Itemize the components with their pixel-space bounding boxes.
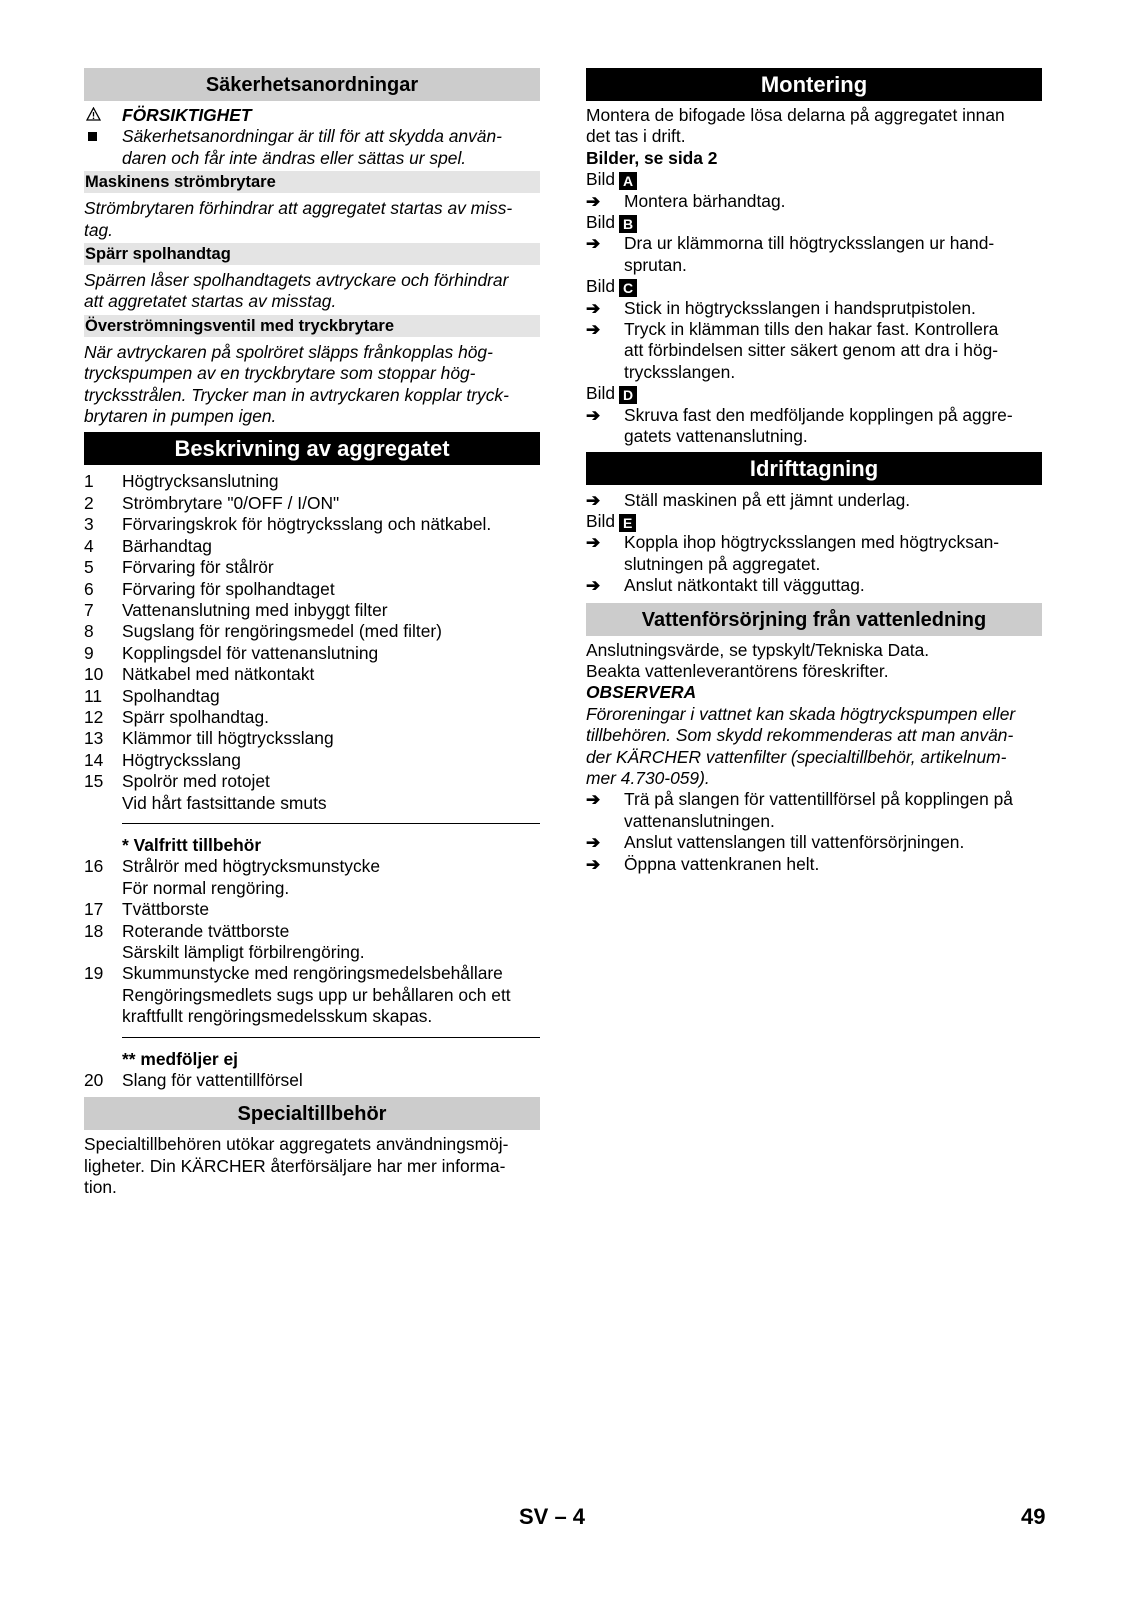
text-line: det tas i drift.: [586, 126, 686, 147]
right-column: [586, 68, 1042, 875]
list-item: 1 Högtrycksanslutning: [84, 471, 279, 492]
list-item: 16 Strålrör med högtrycksmunstycke För normal rengöring.: [84, 856, 381, 898]
list-item: 13 Klämmor till högtrycksslang: [84, 728, 334, 749]
figure-letter-badge: E: [619, 514, 636, 532]
caution-line: Säkerhetsanordningar är till för att skydda använ-: [122, 126, 502, 147]
description-heading: Beskrivning av aggregatet: [84, 432, 540, 465]
figure-letter-badge: D: [619, 386, 637, 404]
list-item: 19 Skummunstycke med rengöringsmedelsbehållare Rengöringsmedlets sugs upp ur behållaren och ett kraftfullt rengöringsmedelsskum skapas.: [84, 963, 511, 1027]
text-line: att aggretatet startas av misstag.: [84, 291, 337, 312]
pictures-reference: Bilder, se sida 2: [586, 147, 718, 168]
figure-ref: Bild C: [586, 276, 1042, 297]
note-line: Föroreningar i vattnet kan skada högtryckspumpen eller: [586, 703, 1016, 724]
list-item: 14 Högtrycksslang: [84, 749, 241, 770]
footer-page-number: 49: [1021, 1504, 1046, 1529]
step-item: ➔ Stick in högtrycksslangen i handsprutpistolen.: [586, 297, 976, 318]
caution-line: daren och får inte ändras eller sättas ur spel.: [122, 147, 467, 168]
text-line: tryckspumpen av en tryckbrytare som stoppar hög-: [84, 363, 476, 384]
water-supply-heading: Vattenförsörjning från vattenledning: [586, 603, 1042, 636]
text-line: Strömbrytaren förhindrar att aggregatet startas av miss-: [84, 198, 513, 219]
list-item: 3 Förvaringskrok för högtrycksslang och nätkabel.: [84, 514, 492, 535]
step-item: ➔ Koppla ihop högtrycksslangen med högtrycksan- slutningen på aggregatet.: [586, 532, 1000, 574]
list-item: 2 Strömbrytare "0/OFF / I/ON": [84, 492, 340, 513]
arrow-right-icon: ➔: [586, 790, 601, 810]
arrow-right-icon: ➔: [586, 191, 601, 211]
note-line: mer 4.730-059).: [586, 767, 710, 788]
text-line: Specialtillbehören utökar aggregatets användningsmöj-: [84, 1134, 509, 1155]
figure-ref: Bild D: [586, 383, 1042, 404]
step-item: ➔ Montera bärhandtag.: [586, 190, 786, 211]
arrow-right-icon: ➔: [586, 298, 601, 318]
text-line: Beakta vattenleverantörens föreskrifter.: [586, 660, 889, 681]
left-column: [84, 68, 540, 1199]
subheading-power-switch: Maskinens strömbrytare: [84, 171, 540, 193]
step-item: ➔ Tryck in klämman tills den hakar fast. Kontrollera att förbindelsen sitter säkert genom att dra i hög- trycksslangen.: [586, 319, 999, 382]
note-line: tillbehören. Som skydd rekommenderas att man använ-: [586, 725, 1014, 746]
list-item: 20 Slang för vattentillförsel: [84, 1070, 303, 1091]
montering-heading: Montering: [586, 68, 1042, 101]
arrow-right-icon: ➔: [586, 533, 601, 553]
step-item: ➔ Anslut vattenslangen till vattenförsörjningen.: [586, 832, 965, 853]
list-item: 10 Nätkabel med nätkontakt: [84, 664, 315, 685]
step-item: ➔ Ställ maskinen på ett jämnt underlag.: [586, 489, 911, 510]
text-line: Montera de bifogade lösa delarna på aggregatet innan: [586, 105, 1005, 125]
text-line: brytaren in pumpen igen.: [84, 406, 277, 427]
caution-label: FÖRSIKTIGHET: [122, 105, 252, 125]
arrow-right-icon: ➔: [586, 405, 601, 425]
step-item: ➔ Anslut nätkontakt till vägguttag.: [586, 575, 865, 596]
list-item: 6 Förvaring för spolhandtaget: [84, 578, 335, 599]
step-item: ➔ Skruva fast den medföljande kopplingen på aggre- gatets vattenanslutning.: [586, 404, 1013, 447]
step-item: ➔ Öppna vattenkranen helt.: [586, 853, 820, 874]
divider: [122, 823, 540, 824]
list-item: 11 Spolhandtag: [84, 685, 220, 706]
figure-ref: Bild B: [586, 212, 1042, 233]
idrifttagning-heading: Idrifttagning: [586, 452, 1042, 485]
subheading-trigger-lock: Spärr spolhandtag: [84, 243, 540, 265]
arrow-right-icon: ➔: [586, 234, 601, 254]
safety-heading: Säkerhetsanordningar: [84, 68, 540, 101]
list-item: 8 Sugslang för rengöringsmedel (med filter): [84, 621, 442, 642]
list-item: 4 Bärhandtag: [84, 535, 212, 556]
figure-letter-badge: C: [619, 279, 637, 297]
arrow-right-icon: ➔: [586, 490, 601, 510]
step-item: ➔ Dra ur klämmorna till högtrycksslangen ur hand- sprutan.: [586, 233, 995, 275]
divider: [122, 1037, 540, 1038]
list-item: 12 Spärr spolhandtag.: [84, 706, 269, 727]
figure-ref: Bild A: [586, 169, 1042, 190]
text-line: När avtryckaren på spolröret släpps frånkopplas hög-: [84, 341, 493, 362]
text-line: trycksstrålen. Trycker man in avtryckaren kopplar tryck-: [84, 384, 509, 405]
figure-letter-badge: B: [619, 215, 637, 233]
text-line: Spärren låser spolhandtagets avtryckare och förhindrar: [84, 270, 509, 291]
arrow-right-icon: ➔: [586, 833, 601, 853]
arrow-right-icon: ➔: [586, 854, 601, 874]
caution-row: [84, 105, 540, 126]
not-included-label: ** medföljer ej: [122, 1048, 238, 1069]
note-label: OBSERVERA: [586, 682, 697, 703]
list-item: 15 Spolrör med rotojet Vid hårt fastsittande smuts: [84, 771, 327, 813]
note-line: der KÄRCHER vattenfilter (specialtillbehör, artikelnum-: [586, 746, 1007, 767]
optional-accessories-label: * Valfritt tillbehör: [122, 834, 262, 855]
list-item: 18 Roterande tvättborste Särskilt lämpligt förbilrengöring.: [84, 920, 365, 962]
list-item: 17 Tvättborste: [84, 899, 209, 920]
warning-triangle-icon: [86, 107, 101, 121]
text-line: tag.: [84, 219, 114, 240]
footer-language-page: SV – 4: [519, 1504, 586, 1529]
list-item: 7 Vattenanslutning med inbyggt filter: [84, 599, 388, 620]
text-line: ligheter. Din KÄRCHER återförsäljare har mer informa-: [84, 1155, 506, 1176]
special-accessories-heading: Specialtillbehör: [84, 1097, 540, 1130]
square-bullet-icon: [88, 132, 97, 141]
list-item: 5 Förvaring för stålrör: [84, 557, 274, 578]
arrow-right-icon: ➔: [586, 576, 601, 596]
figure-ref: Bild E: [586, 511, 1042, 532]
caution-item: [84, 126, 540, 169]
figure-letter-badge: A: [619, 172, 637, 190]
text-line: Anslutningsvärde, se typskylt/Tekniska Data.: [586, 639, 930, 660]
arrow-right-icon: ➔: [586, 320, 601, 340]
text-line: tion.: [84, 1177, 117, 1198]
subheading-overflow-valve: Överströmningsventil med tryckbrytare: [84, 315, 540, 337]
step-item: ➔ Trä på slangen för vattentillförsel på kopplingen på vattenanslutningen.: [586, 789, 1013, 831]
list-item: 9 Kopplingsdel för vattenanslutning: [84, 642, 379, 663]
